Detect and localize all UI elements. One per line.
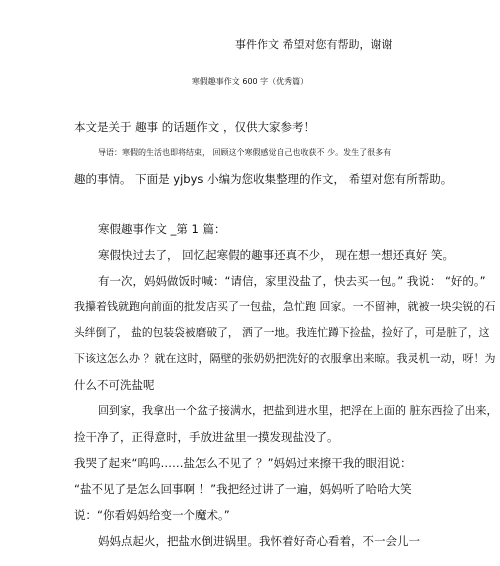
text-line: “盐不见了是怎么回事啊 ！”我把经过讲了一遍，妈妈听了哈哈大笑 <box>74 482 412 496</box>
text-line: 妈妈点起火，把盐水倒进锅里。我怀着好奇心看着，不一会儿一 <box>98 534 420 548</box>
page-header: 事件作文 希望对您有帮助，谢谢 <box>235 38 393 51</box>
text-line: 趣的事情。 下面是 yjbys 小编为您收集整理的作文， 希望对您有所帮助。 <box>74 172 453 186</box>
intro-line: 本文是关于 趣事 的话题作文 ，仅供大家参考！ <box>74 120 315 134</box>
text-line: 回到家，我拿出一个盆子接满水，把盐到进水里，把浮在上面的 脏东西捡了出来， <box>98 404 498 417</box>
text-line: 我攥着钱就跑向前面的批发店买了一包盐，急忙跑 回家。一不留神，就被一块尖锐的石 <box>74 300 496 313</box>
text-line: 说：“你看妈妈给变一个魔术。” <box>74 508 230 522</box>
text-line: 头绊倒了， 盐的包装袋被磨破了， 洒了一地。我连忙蹲下捡盐，捡好了，可是脏了，这 <box>74 326 490 339</box>
text-line: 导语：寒假的生活也即将结束， 回顾这个寒假感觉自己也收获不 少。发生了很多有 <box>98 148 392 157</box>
section-heading: 寒假趣事作文 _第 1 篇： <box>98 222 226 236</box>
text-line: 什么不可洗盐呢 <box>74 378 155 392</box>
text-line: 有一次，妈妈做饭时喊：“请信，家里没盐了，快去买一包。” 我说： “好的。” <box>98 274 486 288</box>
text-line: 捡干净了，正得意时，手放进盆里一摸发现盐没了。 <box>74 430 339 444</box>
text-line: 寒假快过去了， 回忆起寒假的趣事还真不少， 现在想一想还真好 笑。 <box>98 248 454 262</box>
text-line: 我哭了起来“呜呜……盐怎么不见了 ？”妈妈过来擦干我的眼泪说： <box>74 456 412 470</box>
text-line: 下该这怎么办 ？就在这时，隔壁的张奶奶把洗好的衣服拿出来晾。我灵机一动，呀！为 <box>74 352 496 365</box>
document-title: 寒假趣事作文 600 字（优秀篇） <box>191 77 309 86</box>
